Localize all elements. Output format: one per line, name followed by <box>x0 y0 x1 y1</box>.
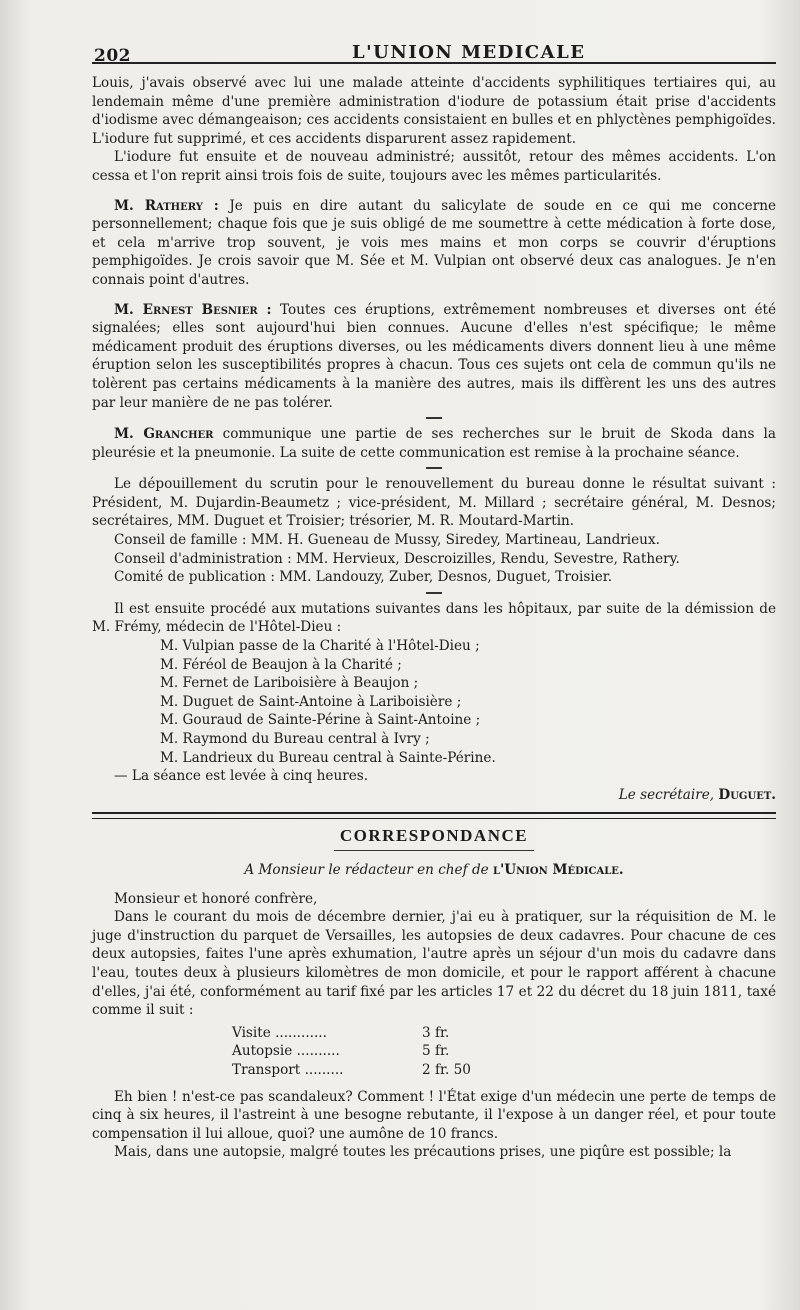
separator-rule <box>426 417 442 419</box>
fee-label-autopsie: Autopsie .......... <box>232 1043 340 1060</box>
list-item: M. Fernet de Lariboisière à Beaujon ; <box>160 675 419 692</box>
list-item: M. Duguet de Saint-Antoine à Lariboisière ; <box>160 693 462 710</box>
paragraph-scrutin: Le dépouillement du scrutin pour le renouvellement du bureau donne le résultat suivant : Président, M. Dujardin-Beaumetz ; vice-président, M. Millard ; secrétaire général, M. Desnos; secrétaires, MM. Duguet et Troisier; trésorier, M. R. Moutard-Martin. <box>92 476 776 530</box>
section-title-underline <box>334 850 534 851</box>
speaker-besnier: M. Ernest Besnier : <box>114 301 272 318</box>
body-text <box>92 74 776 1162</box>
section-divider <box>92 812 776 819</box>
signature <box>92 786 776 805</box>
letter-body-3: Mais, dans une autopsie, malgré toutes les précautions prises, une piqûre est possible; la <box>114 1144 732 1161</box>
paragraph-besnier <box>92 301 776 413</box>
table-row <box>232 1024 532 1043</box>
paragraph-continuation: Louis, j'avais observé avec lui une malade atteinte d'accidents syphilitiques tertiaires qui, au lendemain même d'une première administration d'iodure de potassium était prise d'accidents d'iodisme avec démangeaison; ces accidents consistaient en bulles et en phlyctènes pemphigoïdes. L'iodure fut supprimé, et ces accidents disparurent assez rapidement. <box>92 75 776 147</box>
journal-title: L'UNION MEDICALE <box>352 42 586 63</box>
section-title: CORRESPONDANCE <box>339 826 529 846</box>
table-row <box>232 1061 532 1080</box>
signature-title: Le secrétaire, <box>618 786 715 803</box>
list-item: M. Féréol de Beaujon à la Charité ; <box>160 656 402 673</box>
list-item: M. Raymond du Bureau central à Ivry ; <box>160 731 430 747</box>
separator-rule <box>426 467 442 469</box>
paragraph-grancher <box>92 425 776 462</box>
separator-rule <box>426 592 442 594</box>
speech-rathery: Je puis en dire autant du salicylate de soude en ce qui me concerne personnellement; chaque fois que je suis obligé de me soumettre à cette médication à forte dose, et cela m'arrive trop souvent, je vois mes mains et mon corps se couvrir d'éruptions pemphigoïdes. Je crois savoir que M. Sée et M. Vulpian ont observé deux cas analogues. Je n'en connais point d'autres. <box>92 197 776 288</box>
letter-body-2: Eh bien ! n'est-ce pas scandaleux? Comment ! l'État exige d'un médecin une perte de temps de cinq à six heures, il l'astreint à une besogne rebutante, il l'expose à un danger réel, et pour toute compensation il lui alloue, quoi? une aumône de 10 francs. <box>92 1088 776 1142</box>
list-item: M. Gouraud de Sainte-Périne à Saint-Antoine ; <box>160 712 481 729</box>
paragraph-comite-publication: Comité de publication : MM. Landouzy, Zuber, Desnos, Duguet, Troisier. <box>114 569 613 586</box>
closing-line: — La séance est levée à cinq heures. <box>114 768 369 785</box>
speaker-rathery: M. Rathery : <box>114 197 219 214</box>
fee-label-transport: Transport ......... <box>232 1061 344 1078</box>
speech-grancher: communique une partie de ses recherches sur le bruit de Skoda dans la pleurésie et la pneumonie. La suite de cette communication est remise à la prochaine séance. <box>92 426 776 461</box>
address-prefix: A Monsieur le rédacteur en chef de <box>244 861 489 878</box>
letter-salutation: Monsieur et honoré confrère, <box>114 890 318 907</box>
paragraph-mutations-intro: Il est ensuite procédé aux mutations suivantes dans les hôpitaux, par suite de la démission de M. Frémy, médecin de l'Hôtel-Dieu : <box>92 600 776 636</box>
mutations-list <box>92 637 776 767</box>
signature-name: Duguet. <box>718 786 776 803</box>
running-head <box>92 0 776 64</box>
address-name: l'Union Médicale. <box>493 861 624 878</box>
paragraph-conseil-administration: Conseil d'administration : MM. Hervieux, Descroizilles, Rendu, Sevestre, Rathery. <box>114 550 680 567</box>
page-number: 202 <box>94 46 131 66</box>
fee-amount-autopsie: 5 fr. <box>422 1043 450 1060</box>
speaker-grancher: M. Grancher <box>114 426 214 443</box>
fee-table <box>232 1024 776 1080</box>
speech-besnier: Toutes ces éruptions, extrêmement nombreuses et diverses ont été signalées; elles sont aujourd'hui bien connues. Aucune d'elles n'est spécifique; le même médicament produit des éruptions diverses, ou les médicaments divers donnent lieu à une même éruption selon les susceptibilités propres à chacun. Tous ces sujets ont cela de commun qu'ils ne tolèrent pas certains médicaments à la manière des autres, mais ils diffèrent les uns des autres par leur manière de ne pas tolérer. <box>92 301 777 411</box>
list-item: M. Landrieux du Bureau central à Sainte-Périne. <box>160 749 496 766</box>
fee-amount-transport: 2 fr. 50 <box>422 1061 471 1078</box>
list-item: M. Vulpian passe de la Charité à l'Hôtel-Dieu ; <box>160 638 480 655</box>
letter-body-1: Dans le courant du mois de décembre dernier, j'ai eu à pratiquer, sur la réquisition de M. le juge d'instruction du parquet de Versailles, les autopsies de deux cadavres. Pour chacune de ces deux autopsies, faites l'une après exhumation, l'autre après un séjour d'un mois du cadavre dans l'eau, toutes deux à plusieurs kilomètres de mon domicile, et pour le rapport afférent à chacune d'elles, j'ai été, conformément au tarif fixé par les articles 17 et 22 du décret du 18 juin 1811, taxé comme il suit : <box>92 909 776 1019</box>
fee-label-visite: Visite ............ <box>232 1024 327 1041</box>
paragraph-conseil-famille: Conseil de famille : MM. H. Gueneau de Mussy, Siredey, Martineau, Landrieux. <box>114 532 660 549</box>
letter-address <box>92 861 776 880</box>
paragraph-rathery <box>92 197 776 290</box>
fee-amount-visite: 3 fr. <box>422 1024 450 1041</box>
paragraph-iodure: L'iodure fut ensuite et de nouveau administré; aussitôt, retour des mêmes accidents. L'on cessa et l'on reprit ainsi trois fois de suite, toujours avec les mêmes particularités. <box>92 149 776 184</box>
table-row <box>232 1042 532 1061</box>
